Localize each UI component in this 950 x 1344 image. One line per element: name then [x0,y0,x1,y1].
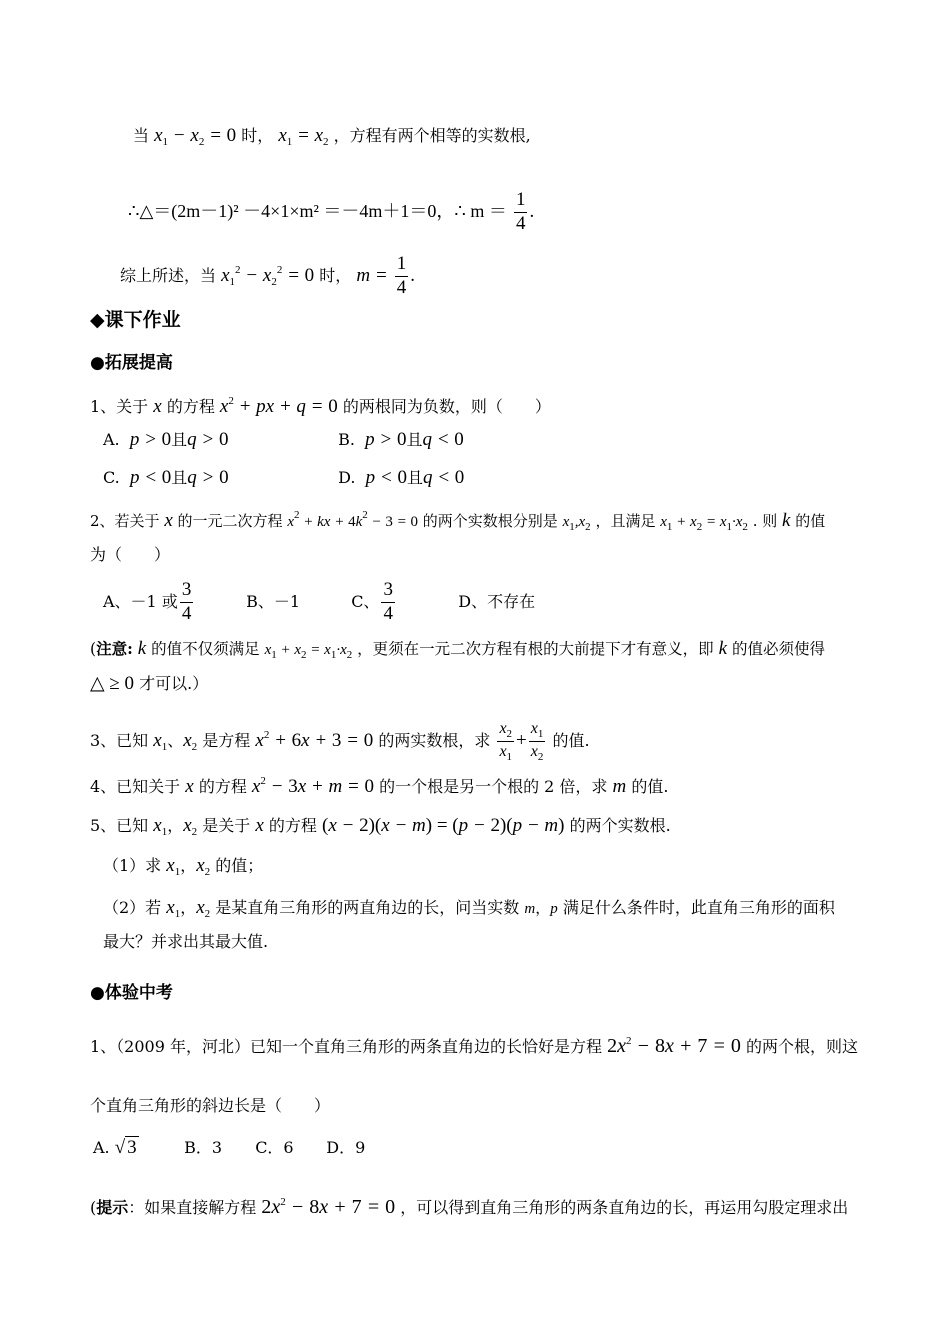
question-5-sub2-line2: 最大？并求出其最大值. [103,932,269,951]
math-squares-diff: $x_1^2 - x_2^2 = 0$ [221,263,315,288]
q1-options-row2: C. p < 0且q > 0 D. p < 0且q < 0 [103,467,465,488]
line-equal-roots: 当 $x_1 - x_2 = 0$ 时， $x_1 = x_2$ ，方程有两个相等的实数根, [133,125,531,148]
question-2-line2: 为（ ） [90,545,171,564]
note-line2: △ ≥ 0 才可以.） [90,673,209,694]
fraction-quarter: $\frac{1}{4}$ [515,189,526,234]
note-line1: (注意: k 的值不仅须满足 $x_1 + x_2 = x_1\cdot x_2$ ，更须在一元二次方程有根的大前提下才有意义，即 k 的值必须使得 [90,638,826,661]
exam-question-1: 1、（2009 年，河北）已知一个直角三角形的两条直角边的长恰好是方程 $2x^2 - 8x + 7 = 0$ 的两个根，则这 [90,1035,858,1057]
question-4: 4、已知关于 x 的方程 $x^2 - 3x + m = 0$ 的一个根是另一个根的 2 倍，求 m 的值. [90,775,669,797]
q2-options: A、－1 或 $\frac{3}{4}$ B、－1 C、 $\frac{3}{4}$ D、不存在 [103,579,536,624]
line-conclusion: 综上所述，当 $x_1^2 - x_2^2 = 0$ 时， m = $\frac{1}{4}$ . [120,253,415,298]
line-discriminant: ∴△＝(2m－1)² －4×1×m² ＝－4m＋1＝0，∴ m ＝ $\frac{1}{4}$ . [128,189,535,234]
question-5: 5、已知 $x_1$，$x_2$ 是关于 x 的方程 (x − 2)(x − m) = (p − 2)(p − m) 的两个实数根. [90,815,671,838]
question-1: 1、关于 x 的方程 $x^2$ + px + q = 0 的两根同为负数，则（ ） [90,395,551,417]
question-3: 3、已知 $x_1$、$x_2$ 是方程 $x^2 + 6x + 3 = 0$ 的两实数根，求 $\frac{x_2}{x_1}$ + $\frac{x_1}{x_2}$ 的值. [90,720,590,764]
question-5-sub2: （2）若 $x_1$，$x_2$ 是某直角三角形的两直角边的长，问当实数 m，p 满足什么条件时，此直角三角形的面积 [103,897,835,920]
math-x1-minus-x2: $x_1 - x_2 = 0$ [154,125,237,148]
section-extend: ●拓展提高 [90,353,173,373]
sqrt-3: √ 3 [114,1137,137,1158]
section-exam: ●体验中考 [90,983,173,1003]
question-2: 2、若关于 x 的一元二次方程 $x^2$ + kx + $4k^2 - 3 = 0$ 的两个实数根分别是 $x_1,x_2$ ，且满足 $x_1 + x_2 = x_1\cdot x_2$ . 则 k 的值 [90,509,826,533]
question-5-sub1: （1）求 $x_1$，$x_2$ 的值； [103,855,264,878]
math-x1-eq-x2: $x_1 = x_2$ [278,125,329,148]
exam-q1-options: A. √ 3 B．3 C．6 D．9 [93,1137,366,1158]
q1-options-row1: A. p > 0且q > 0 B. p > 0且q < 0 [103,429,464,450]
section-homework: ◆课下作业 [90,309,181,331]
hint-line: (提示：如果直接解方程 $2x^2 - 8x + 7 = 0$ ，可以得到直角三角形的两条直角边的长，再运用勾股定理求出 [90,1196,849,1218]
math-eq-q1: $x^2$ + px + q = 0 [219,395,338,417]
math-m-quarter: m = [356,264,388,286]
exam-question-1-line2: 个直角三角形的斜边长是（ ） [90,1096,331,1115]
